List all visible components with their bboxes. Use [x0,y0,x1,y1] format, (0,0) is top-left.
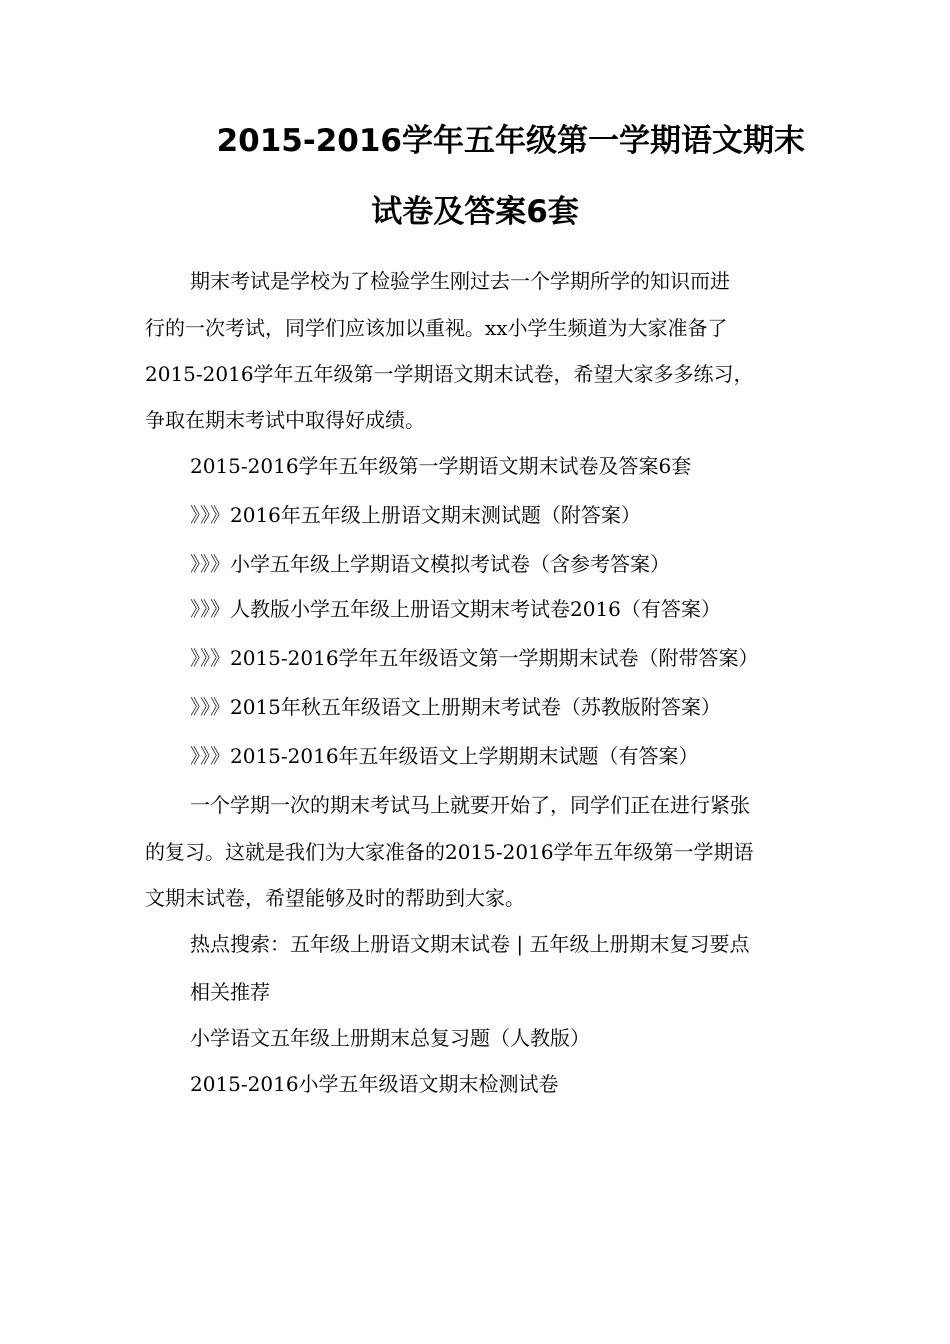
article-link-6[interactable]: 》》》2015-2016年五年级语文上学期期末试题（有答案） [190,744,699,768]
article-link-3[interactable]: 》》》人教版小学五年级上册语文期末考试卷2016（有答案） [190,597,721,621]
intro-line-1: 期末考试是学校为了检验学生刚过去一个学期所学的知识而进 [190,269,730,293]
article-link-5[interactable]: 》》》2015年秋五年级语文上册期末考试卷（苏教版附答案） [190,695,721,719]
hot-search-line[interactable]: 热点搜索：五年级上册语文期末试卷 | 五年级上册期末复习要点 [190,932,750,956]
related-heading: 相关推荐 [190,980,270,1004]
article-link-1[interactable]: 》》》2016年五年级上册语文期末测试题（附答案） [190,503,641,527]
outro-line-2: 的复习。这就是我们为大家准备的2015-2016学年五年级第一学期语 [145,840,754,864]
document-title-line-1: 2015-2016学年五年级第一学期语文期末 [216,123,805,159]
document-title-line-2: 试卷及答案6套 [371,194,579,230]
outro-line-3: 文期末试卷，希望能够及时的帮助到大家。 [145,886,525,910]
related-link-2[interactable]: 2015-2016小学五年级语文期末检测试卷 [190,1072,559,1096]
intro-line-4: 争取在期末考试中取得好成绩。 [145,408,425,432]
intro-line-3: 2015-2016学年五年级第一学期语文期末试卷，希望大家多多练习， [145,362,754,386]
article-link-4[interactable]: 》》》2015-2016学年五年级语文第一学期期末试卷（附带答案） [190,646,759,670]
article-link-2[interactable]: 》》》小学五年级上学期语文模拟考试卷（含参考答案） [190,552,670,576]
related-link-1[interactable]: 小学语文五年级上册期末总复习题（人教版） [190,1026,590,1050]
intro-line-2: 行的一次考试，同学们应该加以重视。xx小学生频道为大家准备了 [145,316,728,340]
article-subtitle: 2015-2016学年五年级第一学期语文期末试卷及答案6套 [190,454,692,478]
outro-line-1: 一个学期一次的期末考试马上就要开始了，同学们正在进行紧张 [190,793,750,817]
